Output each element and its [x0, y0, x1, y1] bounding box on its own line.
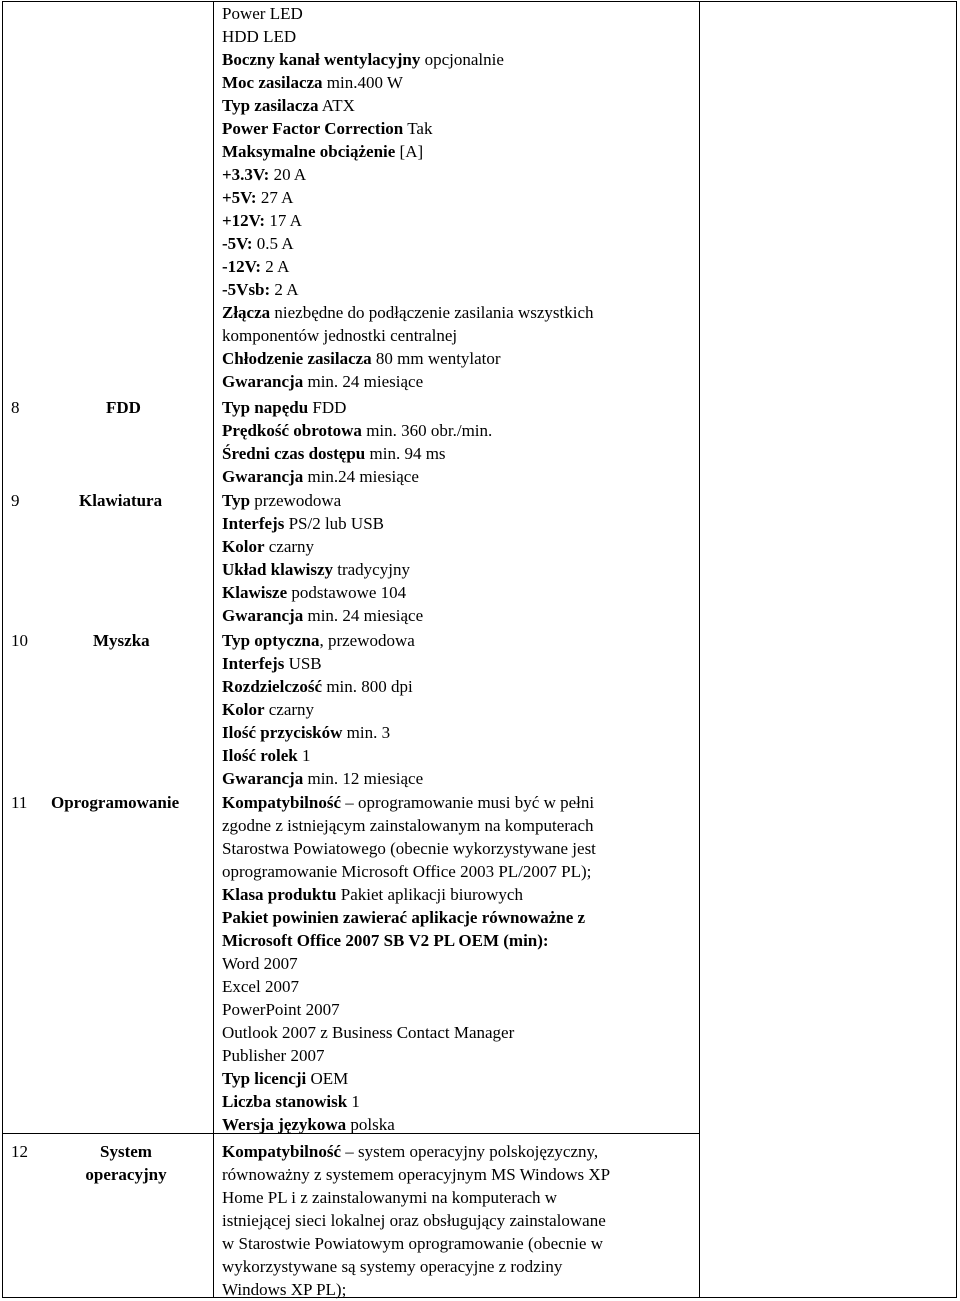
spec-value: opcjonalnie [420, 50, 504, 69]
spec-value: czarny [264, 537, 315, 556]
spec-line [222, 1232, 603, 1255]
spec-value: 17 A [265, 211, 302, 230]
spec-label: Kolor [222, 537, 265, 556]
spec-label: Kompatybilność [222, 793, 342, 812]
spec-label: Typ [222, 631, 251, 650]
spec-label: +5V: [222, 188, 257, 207]
row-8-number: 8 [11, 398, 20, 417]
spec-line [222, 1163, 610, 1186]
row-8-name: FDD [106, 398, 141, 417]
column-divider-1 [213, 2, 214, 1297]
spec-line [222, 442, 446, 465]
spec-value: OEM [306, 1069, 349, 1088]
spec-line [222, 837, 596, 860]
spec-value: 27 A [256, 188, 294, 207]
spec-label: Gwarancja [222, 606, 304, 625]
row-11-name: Oprogramowanie [51, 793, 180, 812]
spec-value: Tak [403, 119, 433, 138]
spec-line [222, 906, 585, 929]
spec-value: – system operacyjny polskojęzyczny, [341, 1142, 599, 1161]
spec-label: Kolor [222, 700, 265, 719]
spec-label: Interfejs [222, 514, 285, 533]
row-11-number: 11 [11, 793, 28, 812]
spec-label: Maksymalne obciążenie [222, 142, 396, 161]
spec-label: Pakiet powinien zawierać aplikacje równoważne z [222, 908, 586, 927]
spec-line [222, 1090, 360, 1113]
spec-line [222, 512, 384, 535]
spec-label: +12V: [222, 211, 266, 230]
spec-line [222, 975, 299, 998]
spec-line [222, 1255, 562, 1278]
spec-value: min.400 W [322, 73, 403, 92]
row-10-name: Myszka [93, 631, 150, 650]
spec-line [222, 25, 296, 48]
spec-line [222, 698, 314, 721]
spec-label: Typ licencji [222, 1069, 307, 1088]
spec-line [222, 255, 289, 278]
spec-value: wykorzystywane są systemy operacyjne z rodziny [222, 1257, 563, 1276]
spec-line [222, 232, 294, 255]
spec-label: Układ klawiszy [222, 560, 333, 579]
spec-value: 2 A [261, 257, 290, 276]
spec-line [222, 1067, 348, 1090]
spec-line [222, 2, 303, 25]
spec-line [222, 558, 410, 581]
spec-line [222, 952, 298, 975]
spec-value: ATX [318, 96, 355, 115]
spec-line [222, 791, 594, 814]
spec-label: Typ [222, 491, 251, 510]
spec-line [222, 324, 457, 347]
spec-label: Typ zasilacza [222, 96, 319, 115]
spec-value: min. 3 [342, 723, 391, 742]
spec-line [222, 929, 549, 952]
spec-line [222, 140, 423, 163]
spec-line [222, 581, 406, 604]
spec-line [222, 209, 302, 232]
spec-line [222, 1113, 395, 1136]
spec-label: Gwarancja [222, 372, 304, 391]
spec-label: Klasa produktu [222, 885, 337, 904]
column-divider-2 [699, 2, 700, 1297]
spec-value: min.24 miesiące [303, 467, 419, 486]
spec-value: Outlook 2007 z Business Contact Manager [222, 1023, 515, 1042]
spec-value: Publisher 2007 [222, 1046, 325, 1065]
spec-value: komponentów jednostki centralnej [222, 326, 458, 345]
spec-value: min. 24 miesiące [303, 606, 424, 625]
spec-value: Home PL i z zainstalowanymi na komputerach w [222, 1188, 558, 1207]
spec-value: PowerPoint 2007 [222, 1000, 340, 1019]
spec-value: Starostwa Powiatowego (obecnie wykorzystywane jest [222, 839, 596, 858]
row-9-name: Klawiatura [79, 491, 163, 510]
spec-label: Microsoft Office 2007 SB V2 PL OEM (min): [222, 931, 549, 950]
spec-value: min. 94 ms [365, 444, 446, 463]
spec-label: Interfejs [222, 654, 285, 673]
spec-label: Rozdzielczość [222, 677, 323, 696]
spec-label: Ilość rolek [222, 746, 298, 765]
spec-line [222, 301, 594, 324]
spec-line [222, 396, 346, 419]
row-12-name-line-1: System [100, 1142, 152, 1161]
spec-line [222, 767, 423, 790]
spec-value: Power LED [222, 4, 303, 23]
spec-line [222, 48, 504, 71]
row-9-number: 9 [11, 491, 20, 510]
spec-value: [A] [395, 142, 424, 161]
spec-label: -12V: [222, 257, 262, 276]
spec-line [222, 489, 341, 512]
spec-value: 2 A [270, 280, 299, 299]
spec-label: Ilość przycisków [222, 723, 343, 742]
spec-line [222, 1044, 324, 1067]
spec-label: Typ napędu [222, 398, 309, 417]
spec-value: Excel 2007 [222, 977, 299, 996]
spec-value: min. 360 obr./min. [361, 421, 493, 440]
spec-value: HDD LED [222, 27, 297, 46]
spec-label: optyczna [254, 631, 320, 650]
spec-value: , przewodowa [319, 631, 415, 650]
spec-line [222, 883, 523, 906]
spec-line [222, 370, 423, 393]
spec-value: min. 24 miesiące [303, 372, 424, 391]
spec-line [222, 1186, 557, 1209]
spec-line [222, 814, 594, 837]
spec-line [222, 1278, 346, 1301]
spec-line [222, 604, 423, 627]
spec-value: zgodne z istniejącym zainstalowanym na komputerach [222, 816, 594, 835]
spec-line [222, 347, 501, 370]
spec-line [222, 652, 322, 675]
spec-line [222, 419, 492, 442]
row-10-number: 10 [11, 631, 28, 650]
spec-line [222, 1021, 514, 1044]
spec-value: polska [346, 1115, 395, 1134]
spec-value: 80 mm wentylator [371, 349, 501, 368]
spec-line [222, 1140, 598, 1163]
spec-value: Word 2007 [222, 954, 298, 973]
spec-label: Średni czas dostępu [222, 444, 366, 463]
spec-line [222, 278, 299, 301]
spec-value: USB [284, 654, 322, 673]
spec-value: Pakiet aplikacji biurowych [336, 885, 523, 904]
spec-value: FDD [308, 398, 347, 417]
spec-line [222, 163, 306, 186]
spec-value: 1 [347, 1092, 360, 1111]
spec-line [222, 860, 591, 883]
spec-label: Kompatybilność [222, 1142, 342, 1161]
spec-label: +3.3V: [222, 165, 270, 184]
spec-line [222, 465, 419, 488]
spec-value: podstawowe 104 [287, 583, 407, 602]
spec-value: Windows XP PL); [222, 1280, 347, 1299]
spec-label: -5Vsb: [222, 280, 271, 299]
spec-value: równoważny z systemem operacyjnym MS Windows XP [222, 1165, 611, 1184]
spec-line [222, 71, 403, 94]
row-12-name-line-2: operacyjny [85, 1165, 167, 1184]
spec-value: w Starostwie Powiatowym oprogramowanie (obecnie w [222, 1234, 603, 1253]
spec-value: 0.5 A [252, 234, 294, 253]
spec-label: Prędkość obrotowa [222, 421, 362, 440]
spec-line [222, 744, 310, 767]
spec-label: Gwarancja [222, 467, 304, 486]
spec-line [222, 94, 355, 117]
spec-label: Chłodzenie zasilacza [222, 349, 372, 368]
spec-value: 20 A [269, 165, 307, 184]
spec-label: -5V: [222, 234, 253, 253]
spec-value: PS/2 lub USB [284, 514, 384, 533]
spec-table [2, 1, 957, 1298]
spec-line [222, 675, 413, 698]
spec-line [222, 998, 340, 1021]
spec-line [222, 721, 390, 744]
spec-value: – oprogramowanie musi być w pełni [341, 793, 595, 812]
spec-value: czarny [264, 700, 315, 719]
spec-value: min. 800 dpi [322, 677, 413, 696]
spec-label: Gwarancja [222, 769, 304, 788]
spec-value: min. 12 miesiące [303, 769, 424, 788]
spec-value: niezbędne do podłączenie zasilania wszystkich [270, 303, 594, 322]
spec-line [222, 629, 415, 652]
spec-label: Liczba stanowisk [222, 1092, 348, 1111]
spec-line [222, 186, 293, 209]
spec-line [222, 117, 432, 140]
spec-label: Moc zasilacza [222, 73, 323, 92]
spec-line [222, 535, 314, 558]
spec-value: oprogramowanie Microsoft Office 2003 PL/2007 PL); [222, 862, 592, 881]
spec-label: Złącza [222, 303, 271, 322]
spec-line [222, 1209, 606, 1232]
spec-value: tradycyjny [333, 560, 410, 579]
spec-label: Wersja językowa [222, 1115, 347, 1134]
spec-value: 1 [297, 746, 311, 765]
row-12-number: 12 [11, 1142, 28, 1161]
spec-label: Klawisze [222, 583, 288, 602]
spec-label: Boczny kanał wentylacyjny [222, 50, 421, 69]
spec-label: Power Factor Correction [222, 119, 404, 138]
spec-value: istniejącej sieci lokalnej oraz obsługujący zainstalowane [222, 1211, 606, 1230]
spec-value: przewodowa [250, 491, 342, 510]
